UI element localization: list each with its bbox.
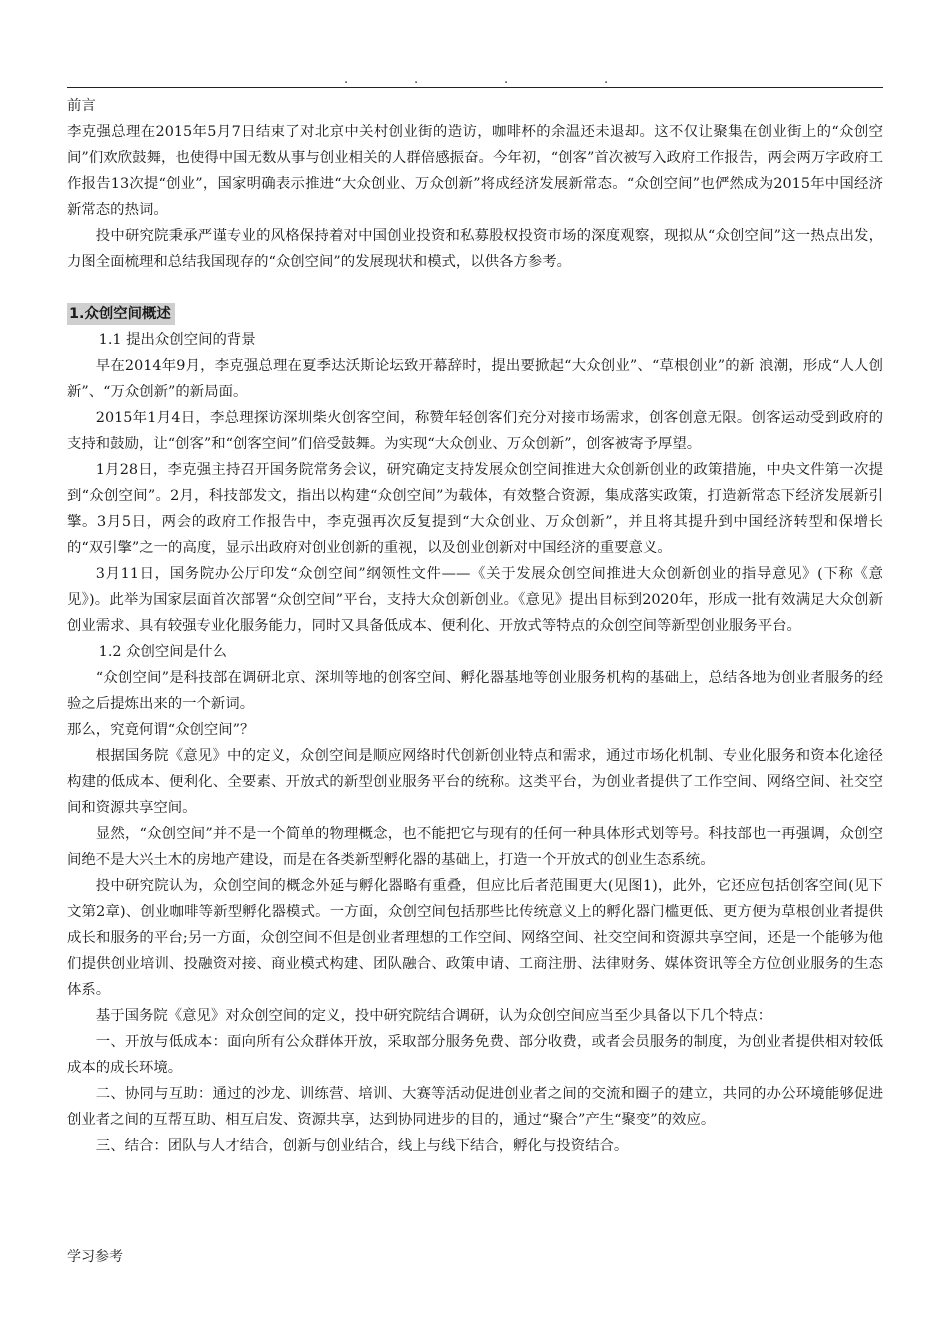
paragraph: 根据国务院《意见》中的定义，众创空间是顺应网络时代创新创业特点和需求，通过市场化机制、专业化服务和资本化途径构建的低成本、便利化、全要素、开放式的新型创业服务平台的统称。这类平台，为创业者提供了工作空间、网络空间、社交空间和资源共享空间。: [67, 748, 883, 816]
paragraph: 2015年1月4日，李总理探访深圳柴火创客空间，称赞年轻创客们充分对接市场需求，创客创意无限。创客运动受到政府的支持和鼓励，让“创客”和“创客空间”们倍受鼓舞。为实现“大众创业、万众创新”，创客被寄予厚望。: [67, 410, 883, 452]
paragraph: 投中研究院认为，众创空间的概念外延与孵化器略有重叠，但应比后者范围更大(见图1)，此外，它还应包括创客空间(见下文第2章)、创业咖啡等新型孵化器模式。一方面，众创空间包括那些比传统意义上的孵化器门槛更低、更方便为草根创业者提供成长和服务的平台;另一方面，众创空间不但是创业者理想的工作空间、网络空间、社交空间和资源共享空间，还是一个能够为他们提供创业培训、投融资对接、商业模式构建、团队融合、政策申请、工商注册、法律财务、媒体资讯等全方位创业服务的生态体系。: [67, 878, 883, 998]
header-dots: [336, 72, 626, 86]
paragraph: 早在2014年9月，李克强总理在夏季达沃斯论坛致开幕辞时，提出要掀起“大众创业”、“草根创业”的新 浪潮，形成“人人创新”、“万众创新”的新局面。: [67, 358, 883, 400]
paragraph: “众创空间”是科技部在调研北京、深圳等地的创客空间、孵化器基地等创业服务机构的基础上，总结各地为创业者服务的经验之后提炼出来的一个新词。: [67, 670, 883, 712]
paragraph: 投中研究院秉承严谨专业的风格保持着对中国创业投资和私募股权投资市场的深度观察，现拟从“众创空间”这一热点出发，力图全面梳理和总结我国现存的“众创空间”的发展现状和模式，以供各方参考。: [67, 228, 883, 270]
footer-text: 学习参考: [67, 1249, 123, 1265]
header-dot: .: [414, 72, 419, 87]
header-rule: [67, 87, 883, 88]
header-dot: .: [344, 72, 349, 87]
paragraph: 李克强总理在2015年5月7日结束了对北京中关村创业街的造访，咖啡杯的余温还未退却。这不仅让聚集在创业街上的“众创空间”们欢欣鼓舞，也使得中国无数从事与创业相关的人群倍感振奋。今年初，“创客”首次被写入政府工作报告，两会两万字政府工作报告13次提“创业”，国家明确表示推进“大众创业、万众创新”将成经济发展新常态。“众创空间”也俨然成为2015年中国经济新常态的热词。: [67, 124, 883, 218]
header-dot: .: [504, 72, 509, 87]
paragraph: 那么，究竟何谓“众创空间”？: [67, 722, 255, 738]
spacer: [67, 275, 883, 301]
document-body: [67, 93, 883, 1159]
paragraph: 三、结合：团队与人才结合，创新与创业结合，线上与线下结合，孵化与投资结合。: [95, 1138, 629, 1154]
paragraph: 一、开放与低成本：面向所有公众群体开放，采取部分服务免费、部分收费，或者会员服务的制度，为创业者提供相对较低成本的成长环境。: [67, 1034, 883, 1076]
preface-title: 前言: [67, 98, 96, 114]
paragraph: 1月28日，李克强主持召开国务院常务会议，研究确定支持发展众创空间推进大众创新创业的政策措施，中央文件第一次提到“众创空间”。2月，科技部发文，指出以构建“众创空间”为载体，有效整合资源，集成落实政策，打造新常态下经济发展新引擎。3月5日，两会的政府工作报告中，李克强再次反复提到“大众创业、万众创新”，并且将其提升到中国经济转型和保增长的“双引擎”之一的高度，显示出政府对创业创新的重视，以及创业创新对中国经济的重要意义。: [67, 462, 883, 556]
paragraph: 基于国务院《意见》对众创空间的定义，投中研究院结合调研，认为众创空间应当至少具备以下几个特点：: [95, 1008, 773, 1024]
subsection-title: 1.2 众创空间是什么: [98, 644, 227, 660]
subsection-title: 1.1 提出众创空间的背景: [98, 332, 256, 348]
header-dot: .: [604, 72, 609, 87]
paragraph: 二、协同与互助：通过的沙龙、训练营、培训、大赛等活动促进创业者之间的交流和圈子的建立，共同的办公环境能够促进创业者之间的互帮互助、相互启发、资源共享，达到协同进步的目的，通过“聚合”产生“聚变”的效应。: [67, 1086, 883, 1128]
paragraph: 3月11日，国务院办公厅印发“众创空间”纲领性文件——《关于发展众创空间推进大众创新创业的指导意见》(下称《意见》)。此举为国家层面首次部署“众创空间”平台，支持大众创新创业。《意见》提出目标到2020年，形成一批有效满足大众创新创业需求、具有较强专业化服务能力，同时又具备低成本、便利化、开放式等特点的众创空间等新型创业服务平台。: [67, 566, 883, 634]
paragraph: 显然，“众创空间”并不是一个简单的物理概念，也不能把它与现有的任何一种具体形式划等号。科技部也一再强调，众创空间绝不是大兴土木的房地产建设，而是在各类新型孵化器的基础上，打造一个开放式的创业生态系统。: [67, 826, 883, 868]
section-title: 1.众创空间概述: [67, 303, 175, 325]
